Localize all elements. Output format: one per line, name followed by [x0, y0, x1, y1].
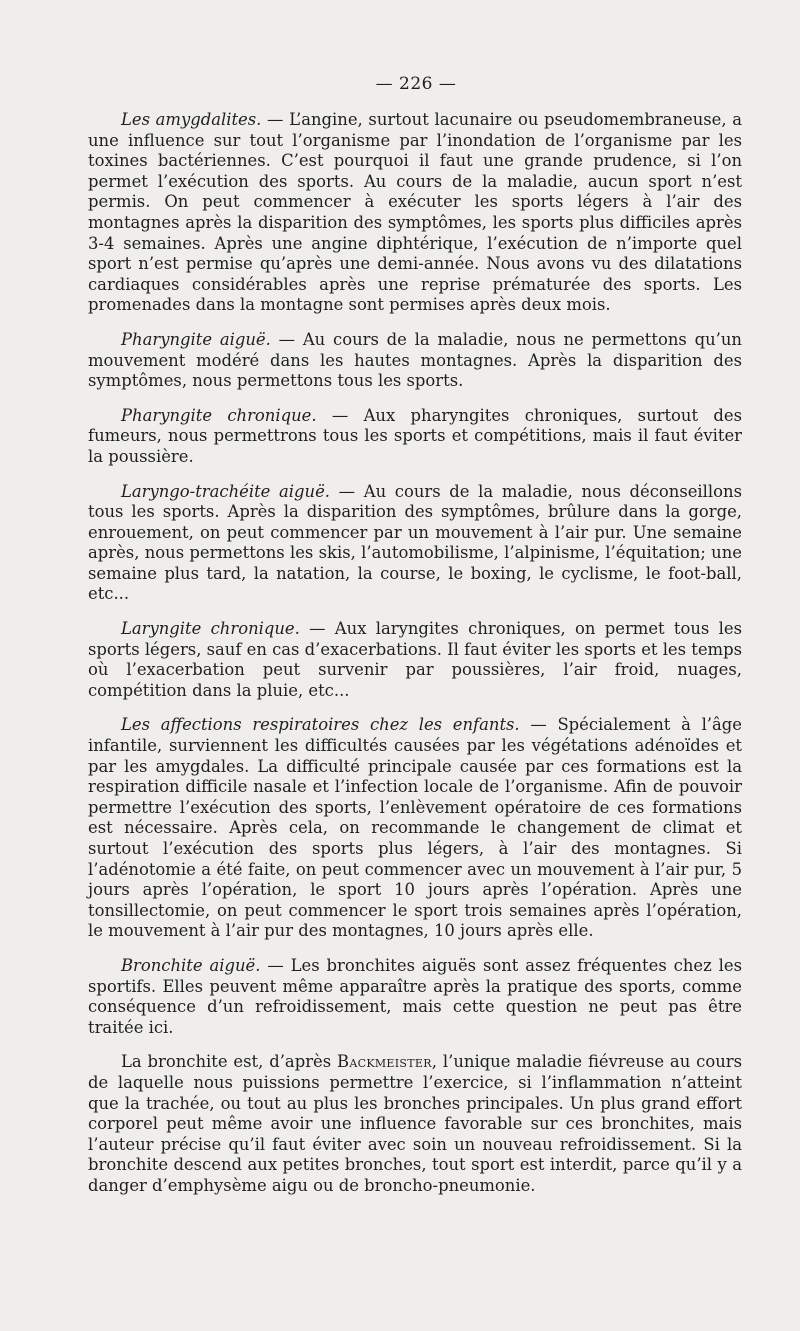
paragraph-text: — Au cours de la maladie, nous ne permettons qu’un mouvement modéré dans les hautes montagnes. Après la disparition des symptômes, nous permettons tous les sports. [88, 329, 742, 391]
paragraph-amygdalites [88, 110, 742, 316]
paragraph-text: — Aux laryngites chroniques, on permet tous les sports légers, sauf en cas d’exacerbations. Il faut éviter les sports et les temps où l’exacerbation peut survenir par poussières, l’air froid, nuages, compétition dans la pluie, etc... [88, 619, 742, 700]
paragraph-laryngite-chronique [88, 619, 742, 701]
paragraph-heading: Les amygdalites. [121, 110, 262, 129]
paragraph-text: — L’angine, surtout lacunaire ou pseudomembraneuse, a une influence sur tout l’organisme par l’inondation de l’organisme par les toxines bactériennes. C’est pourquoi il faut une grande prudence, si l’on permet l’exécution des sports. Au cours de la maladie, aucun sport n’est permis. On peut commencer à exécuter les sports légers à l’air des montagnes après la disparition des symptômes, les sports plus difficiles après 3-4 semaines. Après une angine diphtérique, l’exécution de n’importe quel sport n’est permise qu’après une demi-année. Nous avons vu des dilatations cardiaques considérables après une reprise prématurée des sports. Les promenades dans la montagne sont permises après deux mois. [88, 110, 742, 315]
paragraph-pharyngite-chronique [88, 406, 742, 468]
paragraph-pharyngite-aigue [88, 330, 742, 392]
author-name: Backmeister [337, 1052, 432, 1072]
paragraph-backmeister [88, 1052, 742, 1196]
paragraph-text: — Les bronchites aiguës sont assez fréquentes chez les sportifs. Elles peuvent même apparaître après la pratique des sports, comme conséquence d’un refroidissement, mais cette question ne peut pas être traitée ici. [88, 955, 742, 1037]
paragraph-text-before: La bronchite est, d’après [121, 1052, 338, 1072]
paragraph-heading: Pharyngite aiguë. [121, 329, 271, 349]
page-number: — 226 — [375, 74, 457, 94]
paragraph-heading: Bronchite aiguë. [121, 955, 261, 975]
paragraph-affections-enfants [88, 715, 742, 942]
paragraph-laryngo-tracheite [88, 482, 742, 606]
paragraph-heading: Les affections respiratoires chez les enfants. [121, 715, 520, 735]
paragraph-bronchite-aigue [88, 956, 742, 1038]
paragraph-text: — Au cours de la maladie, nous déconseillons tous les sports. Après la disparition des symptômes, brûlure dans la gorge, enrouement, on peut commencer par un mouvement à l’air pur. Une semaine après, nous permettons les skis, l’automobilisme, l’alpinisme, l’équitation; une semaine plus tard, la natation, la course, le boxing, le cyclisme, le foot-ball, etc... [88, 481, 742, 604]
paragraph-text: — Aux pharyngites chroniques, surtout des fumeurs, nous permettrons tous les sports et compétitions, mais il faut éviter la poussière. [88, 405, 742, 466]
paragraph-text: — Spécialement à l’âge infantile, surviennent les difficultés causées par les végétations adénoïdes et par les amygdales. La difficulté principale causée par ces formations est la respiration difficile nasale et l’infection locale de l’organisme. Afin de pouvoir permettre l’exécution des sports, l’enlèvement opératoire de ces formations est nécessaire. Après cela, on recommande le changement de climat et surtout l’exécution des sports plus légers, à l’air des montagnes. Si l’adénotomie a été faite, on peut commencer avec un mouvement à l’air pur, 5 jours après l’opération, le sport 10 jours après l’opération. Après une tonsillectomie, on peut commencer le sport trois semaines après l’opération, le mouvement à l’air pur des montagnes, 10 jours après elle. [88, 715, 742, 941]
paragraph-text-after: , l’unique maladie fiévreuse au cours de laquelle nous puissions permettre l’exercice, si l’inflammation n’atteint que la trachée, ou tout au plus les bronches principales. Un plus grand effort corporel peut même avoir une influence favorable sur ces bronchites, mais l’auteur précise qu’il faut éviter avec soin un nouveau refroidissement. Si la bronchite descend aux petites bronches, tout sport est interdit, parce qu’il y a danger d’emphysème aigu ou de broncho-pneumonie. [88, 1052, 742, 1195]
paragraph-heading: Laryngo-trachéite aiguë. [121, 481, 331, 501]
page-content [88, 74, 742, 1211]
paragraph-heading: Laryngite chronique. [121, 619, 300, 639]
paragraph-heading: Pharyngite chronique. [121, 405, 317, 425]
